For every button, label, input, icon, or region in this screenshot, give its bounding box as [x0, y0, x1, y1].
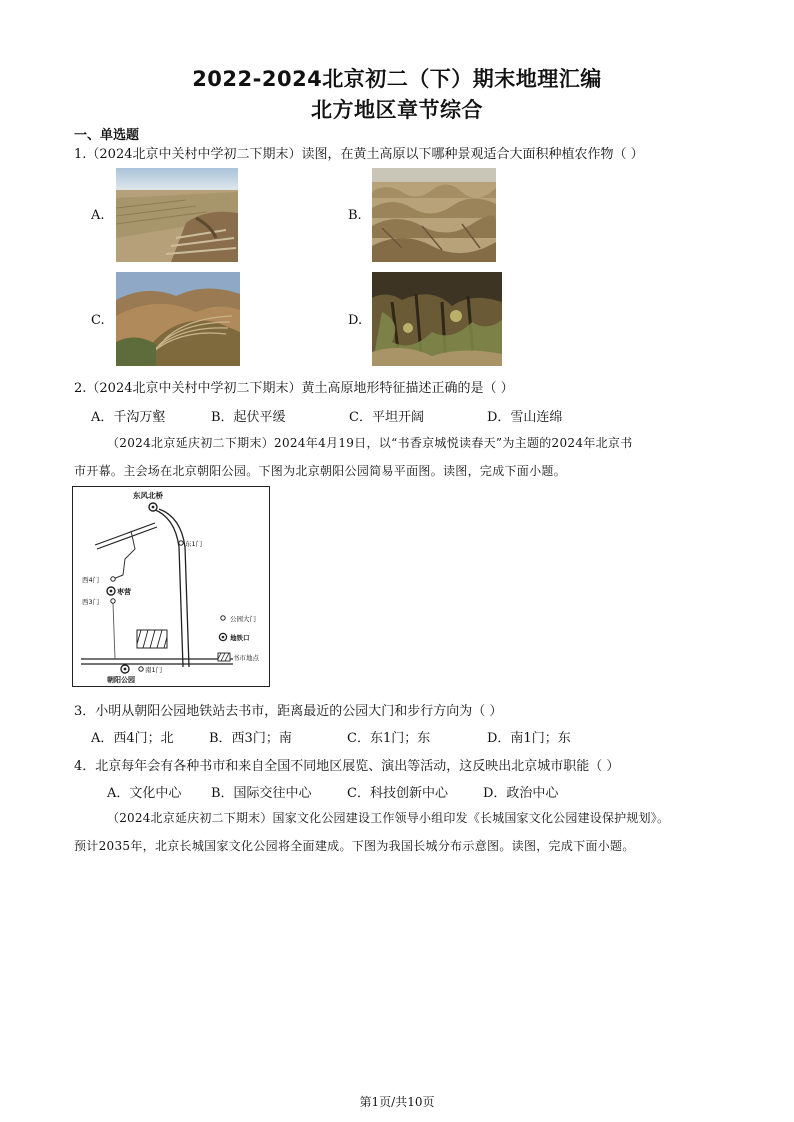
- label-station-west: 枣营: [117, 588, 131, 596]
- metro-icon-west-dot: [110, 590, 113, 593]
- question-2-stem: 2.（2024北京中关村中学初二下期末）黄土高原地形特征描述正确的是（ ）: [74, 381, 514, 396]
- legend-gate-label: 公园大门: [230, 615, 256, 623]
- gate-icon-south1: [139, 667, 143, 671]
- north-road: [95, 523, 155, 545]
- park-west-boundary: [113, 531, 135, 579]
- passage-1-line-1: （2024北京延庆初二下期末）2024年4月19日，以“书香京城悦读春天”为主题的2024年北京书: [107, 436, 633, 450]
- q1-option-a-photo[interactable]: [116, 168, 238, 262]
- metro-icon-south-dot: [124, 668, 127, 671]
- question-4-stem: 4．北京每年会有各种书市和来自全国不同地区展览、演出等活动，这反映出北京城市职能（ ）: [74, 759, 620, 774]
- q1-option-a-label[interactable]: A.: [91, 208, 105, 223]
- q1-option-c-photo[interactable]: [116, 272, 240, 366]
- legend-metro-icon-dot: [222, 636, 225, 639]
- q1-option-b-label[interactable]: B.: [348, 208, 362, 223]
- q4-option-c[interactable]: C．科技创新中心: [347, 786, 448, 801]
- legend-gate-icon: [221, 616, 225, 620]
- section-heading: 一、单选题: [74, 128, 140, 143]
- label-gate-east1: 东1门: [185, 540, 203, 548]
- legend-fair-label: 书市地点: [233, 654, 259, 662]
- label-station-north: 东风北桥: [133, 491, 163, 500]
- q4-option-a[interactable]: A．文化中心: [107, 786, 182, 801]
- label-gate-west4: 西4门: [82, 576, 100, 584]
- label-gate-west3: 西3门: [82, 598, 100, 606]
- q4-options: [107, 782, 558, 801]
- question-1-stem: 1.（2024北京中关村中学初二下期末）读图，在黄土高原以下哪种景观适合大面积种植农作物（ ）: [74, 147, 644, 162]
- q4-option-b[interactable]: B．国际交往中心: [211, 786, 312, 801]
- legend-metro-label: 地铁口: [230, 634, 250, 642]
- q1-option-d-label[interactable]: D.: [348, 313, 363, 328]
- west-boundary: [113, 603, 115, 659]
- book-fair-area: [137, 630, 167, 648]
- passage-2-line-2: 预计2035年，北京长城国家文化公园将全面建成。下图为我国长城分布示意图。读图，完成下面小题。: [74, 839, 635, 853]
- passage-2-line-1: （2024北京延庆初二下期末）国家文化公园建设工作领导小组印发《长城国家文化公园建设保护规划》。: [107, 811, 670, 825]
- q2-option-d[interactable]: D．雪山连绵: [487, 410, 563, 425]
- label-station-south: 朝阳公园: [107, 676, 135, 684]
- gate-icon-west4: [111, 577, 115, 581]
- q2-option-a[interactable]: A．千沟万壑: [91, 410, 166, 425]
- gate-icon-east1: [179, 541, 183, 545]
- label-gate-south1: 南1门: [145, 666, 163, 674]
- q3-option-a[interactable]: A．西4门；北: [91, 731, 174, 746]
- passage-1-line-2: 市开幕。主会场在北京朝阳公园。下图为北京朝阳公园简易平面图。读图，完成下面小题。: [74, 464, 567, 478]
- q2-options: [91, 406, 562, 425]
- q2-option-b[interactable]: B．起伏平缓: [211, 410, 286, 425]
- document-title: 2022-2024北京初二（下）期末地理汇编: [192, 67, 602, 91]
- q1-option-d-photo[interactable]: [372, 272, 502, 366]
- q3-option-d[interactable]: D．南1门；东: [487, 731, 571, 746]
- chaoyang-park-map: [72, 486, 270, 687]
- metro-icon-north-dot: [152, 506, 155, 509]
- q3-option-b[interactable]: B．西3门；南: [209, 731, 292, 746]
- document-subtitle: 北方地区章节综合: [311, 98, 483, 122]
- q1-option-b-photo[interactable]: [372, 168, 496, 262]
- north-road-inner: [97, 527, 157, 549]
- q2-option-c[interactable]: C．平坦开阔: [349, 410, 424, 425]
- q3-options: [91, 727, 571, 746]
- q1-option-c-label[interactable]: C.: [91, 313, 105, 328]
- gate-icon-west3: [111, 599, 115, 603]
- q3-option-c[interactable]: C．东1门；东: [347, 731, 431, 746]
- page-number: 第1页/共10页: [359, 1095, 435, 1109]
- question-3-stem: 3．小明从朝阳公园地铁站去书市，距离最近的公园大门和步行方向为（ ）: [74, 704, 503, 719]
- q4-option-d[interactable]: D．政治中心: [483, 786, 559, 801]
